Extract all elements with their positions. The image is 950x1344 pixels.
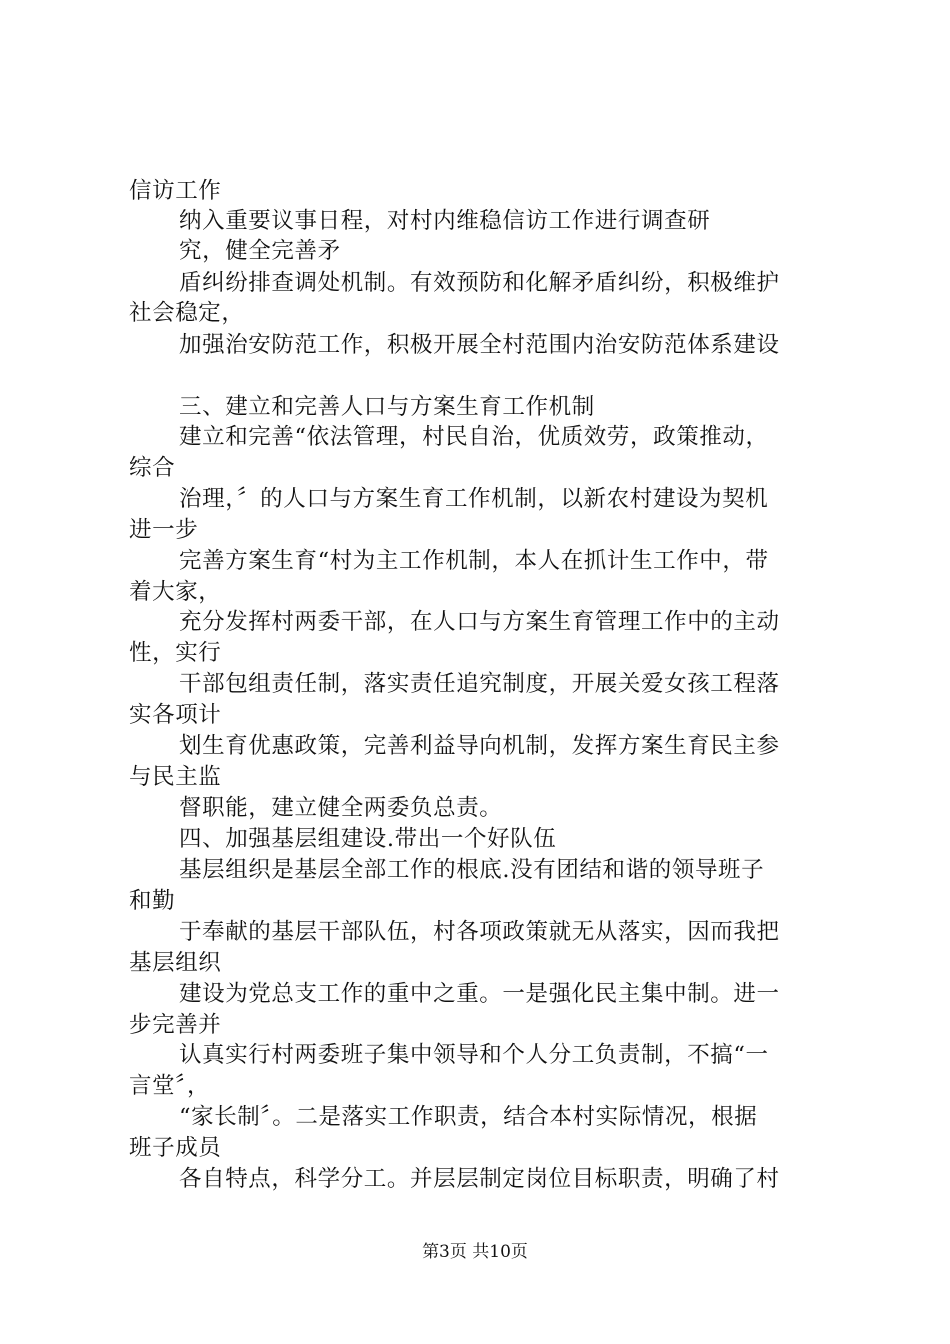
text-line: 班子成员 (129, 1135, 222, 1161)
text-line: 基层组织是基层全部工作的根底.没有团结和谐的领导班子 (179, 857, 765, 883)
text-line: 综合 (129, 455, 176, 481)
text-line: 步完善并 (129, 1012, 222, 1038)
text-line: 干部包组责任制，落实责任追究制度，开展关爱女孩工程落 (179, 671, 780, 697)
text-line: 进一步 (129, 517, 199, 543)
text-line: 基层组织 (129, 950, 222, 976)
text-line: 实各项计 (129, 702, 222, 728)
text-line: 充分发挥村两委干部，在人口与方案生育管理工作中的主动 (179, 609, 780, 635)
text-line: 认真实行村两委班子集中领导和个人分工负责制，不搞“一 (179, 1042, 769, 1068)
text-line: 建立和完善“依法管理，村民自治，优质效劳，政策推动， (179, 424, 769, 450)
section-heading: 四、加强基层组建设.带出一个好队伍 (179, 826, 557, 852)
text-line: 性，实行 (129, 640, 222, 666)
text-line: 划生育优惠政策，完善利益导向机制，发挥方案生育民主参 (179, 733, 780, 759)
text-line: “家长制〞。二是落实工作职责，结合本村实际情况，根据 (179, 1104, 758, 1130)
text-line: 加强治安防范工作，积极开展全村范围内治安防范体系建设 (179, 332, 780, 358)
section-heading: 三、建立和完善人口与方案生育工作机制 (179, 394, 595, 420)
text-line: 于奉献的基层干部队伍，村各项政策就无从落实，因而我把 (179, 919, 780, 945)
text-line: 与民主监 (129, 764, 222, 790)
text-line: 着大家， (129, 579, 222, 605)
text-line: 和勤 (129, 888, 176, 914)
text-line: 纳入重要议事日程，对村内维稳信访工作进行调查研 (179, 208, 711, 234)
text-line: 治理，〞的人口与方案生育工作机制，以新农村建设为契机 (179, 486, 769, 512)
text-line: 盾纠纷排查调处机制。有效预防和化解矛盾纠纷，积极维护 (179, 270, 780, 296)
text-line: 信访工作 (129, 178, 222, 204)
text-line: 完善方案生育“村为主工作机制，本人在抓计生工作中，带 (179, 548, 769, 574)
text-line: 建设为党总支工作的重中之重。一是强化民主集中制。进一 (179, 981, 780, 1007)
text-line: 督职能，建立健全两委负总责。 (179, 795, 503, 821)
page-number-footer: 第3页 共10页 (422, 1242, 528, 1262)
text-line: 究，健全完善矛 (179, 238, 341, 264)
text-line: 言堂〞， (129, 1073, 211, 1099)
text-line: 社会稳定， (129, 300, 245, 326)
text-line: 各自特点，科学分工。并层层制定岗位目标职责，明确了村 (179, 1166, 780, 1192)
